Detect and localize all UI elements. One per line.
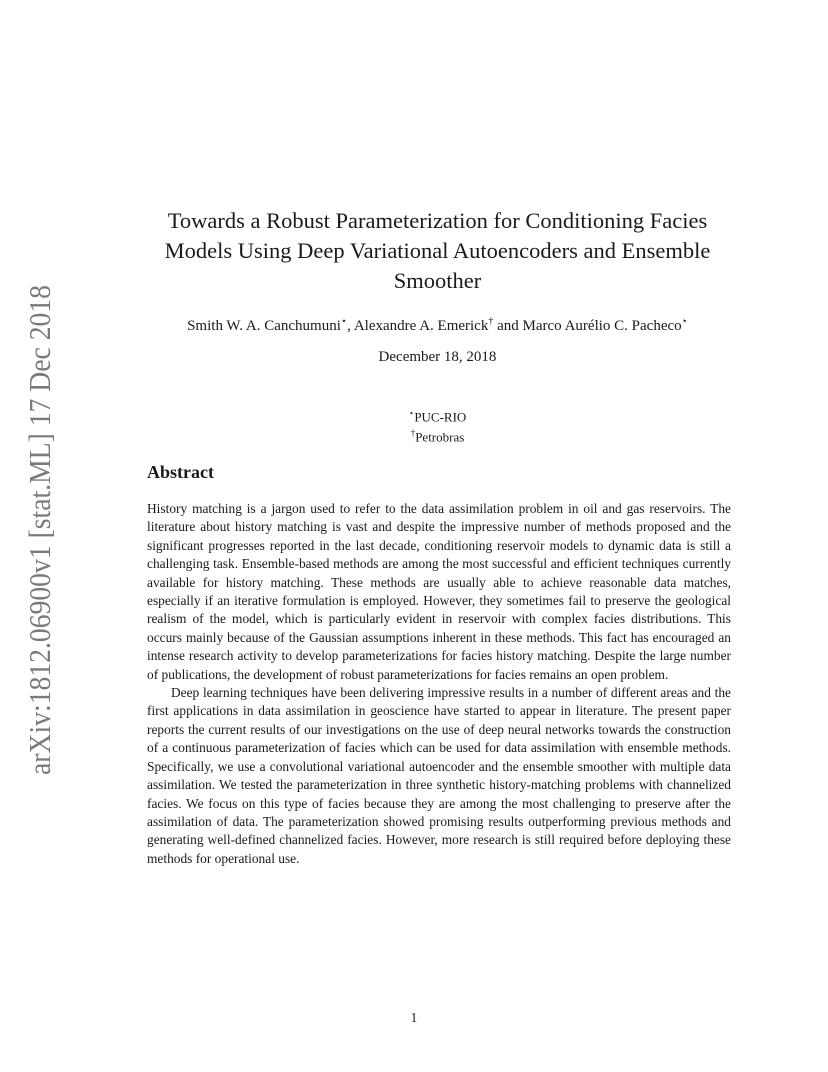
abstract-paragraph: History matching is a jargon used to refer to the data assimilation problem in oil and gas reservoirs. The literature about history matching is vast and despite the impressive number of methods proposed and the significant progresses reported in the last decade, conditioning reservoir models to dynamic data is still a challenging task. Ensemble-based methods are among the most successful and efficient techniques currently available for history matching. These methods are usually able to achieve reasonable data matches, especially if an iterative formulation is employed. However, they sometimes fail to preserve the geological realism of the model, which is particularly evident in reservoir with complex facies distributions. This occurs mainly because of the Gaussian assumptions inherent in these methods. This fact has encouraged an intense research activity to develop parameterizations for facies history matching. Despite the large number of publications, the development of robust parameterizations for facies remains an open problem.	[147, 501, 731, 682]
affiliation-mark: ⋆	[340, 316, 348, 327]
author-name: Marco Aurélio C. Pacheco	[522, 318, 682, 334]
abstract-body	[147, 500, 731, 868]
title-line: Models Using Deep Variational Autoencoders and Ensemble	[164, 238, 711, 263]
affiliation-mark: †	[410, 428, 416, 439]
affiliation-mark: ⋆	[681, 316, 688, 327]
affiliation-mark: ⋆	[408, 408, 415, 418]
paper-title	[145, 206, 730, 296]
abstract-paragraph: Deep learning techniques have been delivering impressive results in a number of different areas and the first applications in data assimilation in geoscience have started to appear in literature. The present paper reports the current results of our investigations on the use of deep neural networks towards the construction of a continuous parameterization of facies which can be used for data assimilation with ensemble methods. Specifically, we use a convolutional variational autoencoder and the ensemble smoother with multiple data assimilation. We tested the parameterization in three synthetic history-matching problems with channelized facies. We focus on this type of facies because they are among the most challenging to preserve after the assimilation of data. The parameterization showed promising results outperforming previous methods and generating well-defined channelized facies. However, more research is still required before deploying these methods for operational use.	[147, 685, 731, 866]
title-line: Smoother	[393, 268, 482, 293]
abstract-heading: Abstract	[147, 462, 214, 482]
affiliation-name: PUC-RIO	[414, 409, 467, 425]
arxiv-identifier-stamp	[8, 280, 68, 780]
title-line: Towards a Robust Parameterization for Conditioning Facies	[167, 208, 708, 233]
author-list	[120, 316, 755, 335]
author-separator: and	[493, 318, 523, 334]
affiliation-name: Petrobras	[415, 429, 465, 445]
affiliation-line	[145, 425, 730, 445]
affiliation-line	[145, 405, 730, 425]
author-name: Smith W. A. Canchumuni	[187, 318, 341, 334]
affiliation-mark: †	[488, 316, 494, 327]
publication-date: December 18, 2018	[378, 349, 497, 365]
author-name: Alexandre A. Emerick	[353, 318, 489, 334]
author-separator: ,	[347, 318, 354, 334]
affiliations	[145, 405, 730, 446]
arxiv-stamp-text: arXiv:1812.06900v1 [stat.ML] 17 Dec 2018	[22, 280, 57, 775]
page-number: 1	[410, 1010, 418, 1025]
